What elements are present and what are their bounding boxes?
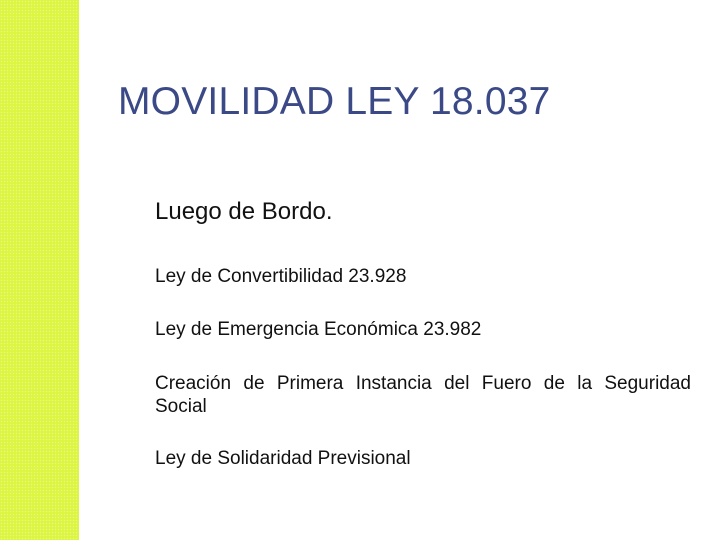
decorative-side-band	[0, 0, 79, 540]
list-item: Ley de Solidaridad Previsional	[155, 448, 411, 469]
slide-title: MOVILIDAD LEY 18.037	[118, 80, 551, 123]
list-item: Ley de Emergencia Económica 23.982	[155, 319, 482, 340]
list-item: Ley de Convertibilidad 23.928	[155, 266, 407, 287]
intro-text: Luego de Bordo.	[155, 198, 333, 225]
list-item: Creación de Primera Instancia del Fuero de la Seguridad Social	[155, 373, 691, 417]
